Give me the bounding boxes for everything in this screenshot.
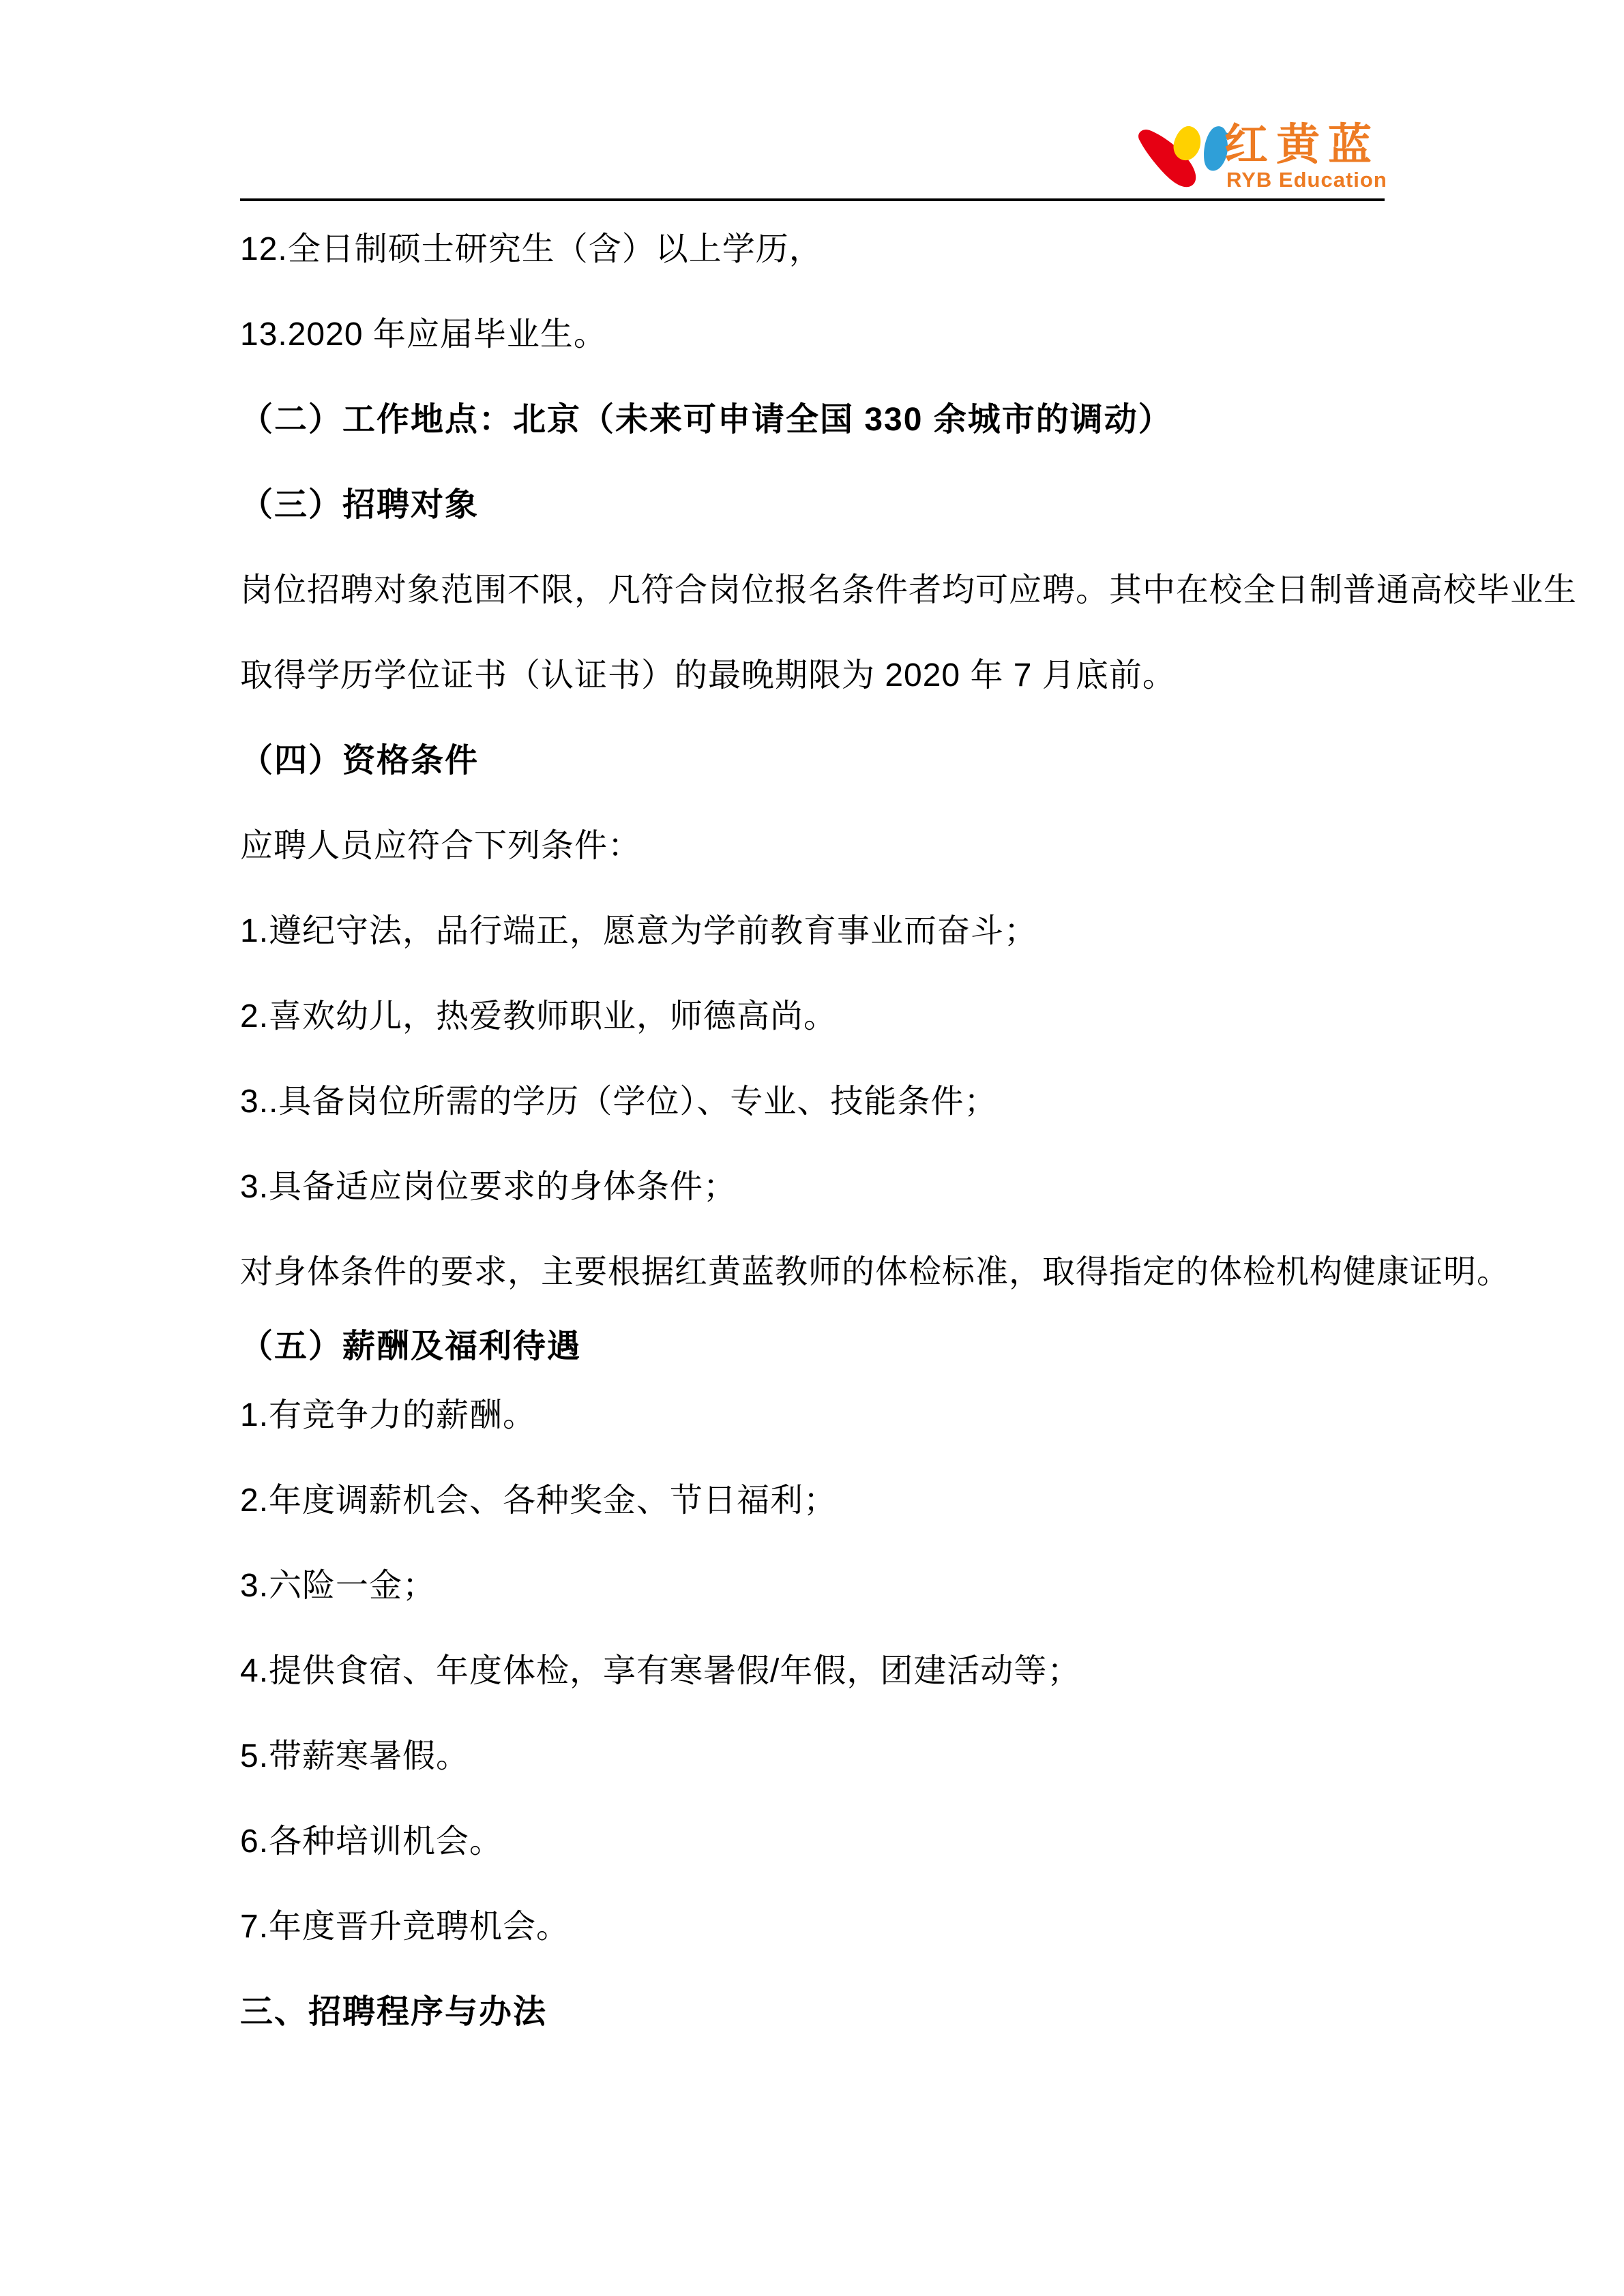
text-line: 3.具备适应岗位要求的身体条件；: [240, 1169, 737, 1205]
logo-petal-yellow: [1174, 126, 1201, 160]
text-line: 12.全日制硕士研究生（含）以上学历，: [240, 231, 823, 267]
text-line: 6.各种培训机会。: [240, 1823, 503, 1860]
text-line: 13.2020 年应届毕业生。: [240, 316, 607, 353]
section-heading: （四）资格条件: [240, 743, 479, 779]
text-line: 4.提供食宿、年度体检，享有寒暑假/年假，团建活动等；: [240, 1653, 1081, 1689]
text-line: 5.带薪寒暑假。: [240, 1738, 470, 1774]
text-line: 2.喜欢幼儿，热爱教师职业，师德高尚。: [240, 998, 838, 1034]
text-line: 3.六险一金；: [240, 1568, 437, 1604]
text-line: 对身体条件的要求，主要根据红黄蓝教师的体检标准，取得指定的体检机构健康证明。: [240, 1254, 1511, 1290]
text-line: 2.年度调薪机会、各种奖金、节日福利；: [240, 1482, 838, 1519]
text-line: 取得学历学位证书（认证书）的最晚期限为 2020 年 7 月底前。: [240, 657, 1176, 694]
section-heading: （二）工作地点：北京（未来可申请全国 330 余城市的调动）: [240, 402, 1172, 438]
header-divider: [240, 198, 1385, 201]
section-heading: （五）薪酬及福利待遇: [240, 1328, 582, 1365]
logo-petals-icon: [1122, 107, 1235, 196]
section-heading: （三）招聘对象: [240, 487, 479, 523]
logo-brand-english: RYB Education: [1226, 168, 1387, 192]
text-line: 应聘人员应符合下列条件：: [240, 828, 642, 864]
text-line: 1.遵纪守法，品行端正，愿意为学前教育事业而奋斗；: [240, 913, 1038, 949]
ryb-logo: [1122, 106, 1388, 198]
logo-brand-chinese: 红黄蓝: [1224, 120, 1380, 169]
document-body: [240, 203, 1578, 2051]
text-line: 7.年度晋升竞聘机会。: [240, 1909, 570, 1945]
text-line: 岗位招聘对象范围不限，凡符合岗位报名条件者均可应聘。其中在校全日制普通高校毕业生: [240, 572, 1578, 608]
section-heading: 三、招聘程序与办法: [240, 1994, 548, 2030]
text-line: 1.有竞争力的薪酬。: [240, 1397, 537, 1433]
text-line: 3..具备岗位所需的学历（学位）、专业、技能条件；: [240, 1084, 998, 1120]
